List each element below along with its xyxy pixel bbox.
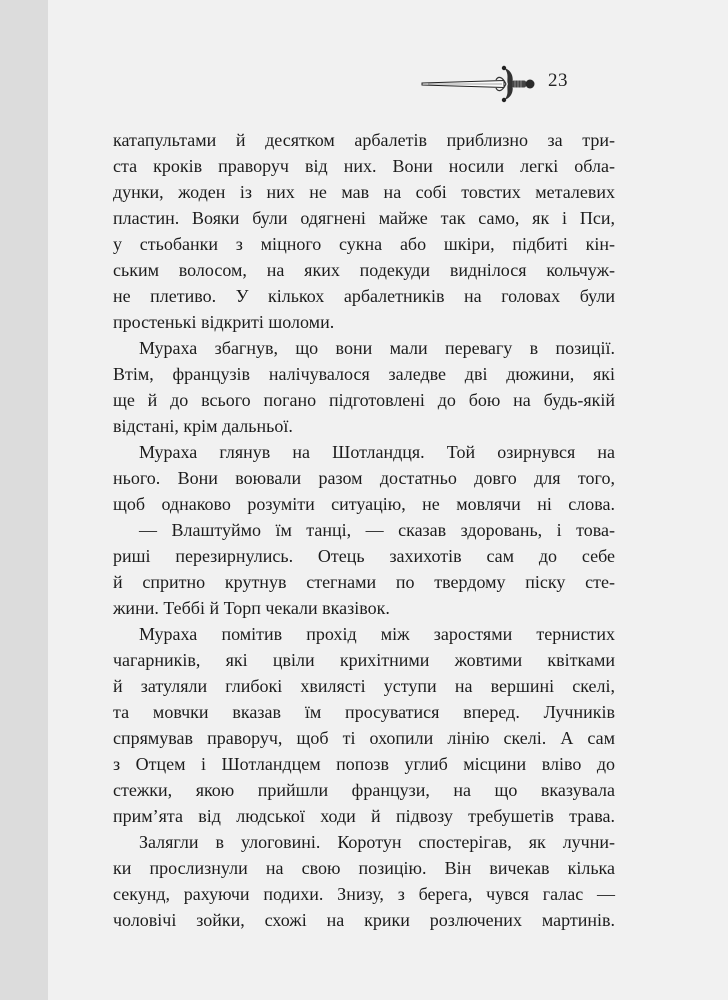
text-line: у стьобанки з міцного сукна або шкіри, підбиті кін- xyxy=(113,234,615,254)
text-line: спрямував праворуч, щоб ті охопили лінію скелі. А сам xyxy=(113,728,615,748)
text-line: катапультами й десятком арбалетів приблизно за три- xyxy=(113,130,615,150)
page-header xyxy=(418,62,678,108)
text-line: й затуляли глибокі хвилясті уступи на вершині скелі, xyxy=(113,676,615,696)
paragraph xyxy=(113,335,615,439)
paragraph xyxy=(113,517,615,621)
text-line: нього. Вони воювали разом достатньо довго для того, xyxy=(113,468,615,488)
text-line: з Отцем і Шотландцем попозв углиб місцини вліво до xyxy=(113,754,615,774)
text-line: Мураха збагнув, що вони мали перевагу в позиції. xyxy=(139,338,615,358)
text-line: Мураха помітив прохід між заростями тернистих xyxy=(139,624,615,644)
text-line: чоловічі зойки, схожі на крики розлючених мартинів. xyxy=(113,910,615,930)
text-line: й спритно крутнув стегнами по твердому піску сте- xyxy=(113,572,615,592)
text-line: простенькі відкриті шоломи. xyxy=(113,312,335,332)
text-line: стежки, якою прийшли французи, на що вказувала xyxy=(113,780,615,800)
text-line: пластин. Вояки були одягнені майже так само, як і Пси, xyxy=(113,208,615,228)
text-line: не плетиво. У кількох арбалетників на головах були xyxy=(113,286,615,306)
paragraph xyxy=(113,439,615,517)
text-line: Залягли в улоговині. Коротун спостерігав, як лучни- xyxy=(139,832,615,852)
paragraph xyxy=(113,127,615,335)
text-line: та мовчки вказав їм просуватися вперед. Лучників xyxy=(113,702,615,722)
text-line: ста кроків праворуч від них. Вони носили легкі обла- xyxy=(113,156,615,176)
page-number: 23 xyxy=(548,70,568,91)
text-line: ським волосом, на яких подекуди виднілося кольчуж- xyxy=(113,260,615,280)
text-line: дунки, жоден із них не мав на собі товстих металевих xyxy=(113,182,615,202)
text-line: жини. Теббі й Торп чекали вказівок. xyxy=(113,598,390,618)
sword-ornament-icon xyxy=(418,62,538,108)
text-line: секунд, рахуючи подихи. Знизу, з берега, чувся галас — xyxy=(113,884,615,904)
book-page xyxy=(48,0,728,1000)
text-line: ще й до всього погано підготовлені до бою на будь-якій xyxy=(113,390,615,410)
paragraph xyxy=(113,829,615,933)
text-line: ки прослизнули на свою позицію. Він вичекав кілька xyxy=(113,858,615,878)
text-line: чагарників, які цвіли крихітними жовтими квітками xyxy=(113,650,615,670)
text-line: — Влаштуймо їм танці, — сказав здоровань, і това- xyxy=(139,520,615,540)
text-line: щоб однаково розуміти ситуацію, не мовлячи ні слова. xyxy=(113,494,615,514)
text-line: риші перезирнулись. Отець захихотів сам до себе xyxy=(113,546,615,566)
body-text xyxy=(113,127,615,933)
paragraph xyxy=(113,621,615,829)
text-line: прим’ята від людської ходи й підвозу требушетів трава. xyxy=(113,806,615,826)
text-line: Втім, французів налічувалося заледве дві дюжини, які xyxy=(113,364,615,384)
text-line: відстані, крім дальньої. xyxy=(113,416,293,436)
text-line: Мураха глянув на Шотландця. Той озирнувся на xyxy=(139,442,615,462)
